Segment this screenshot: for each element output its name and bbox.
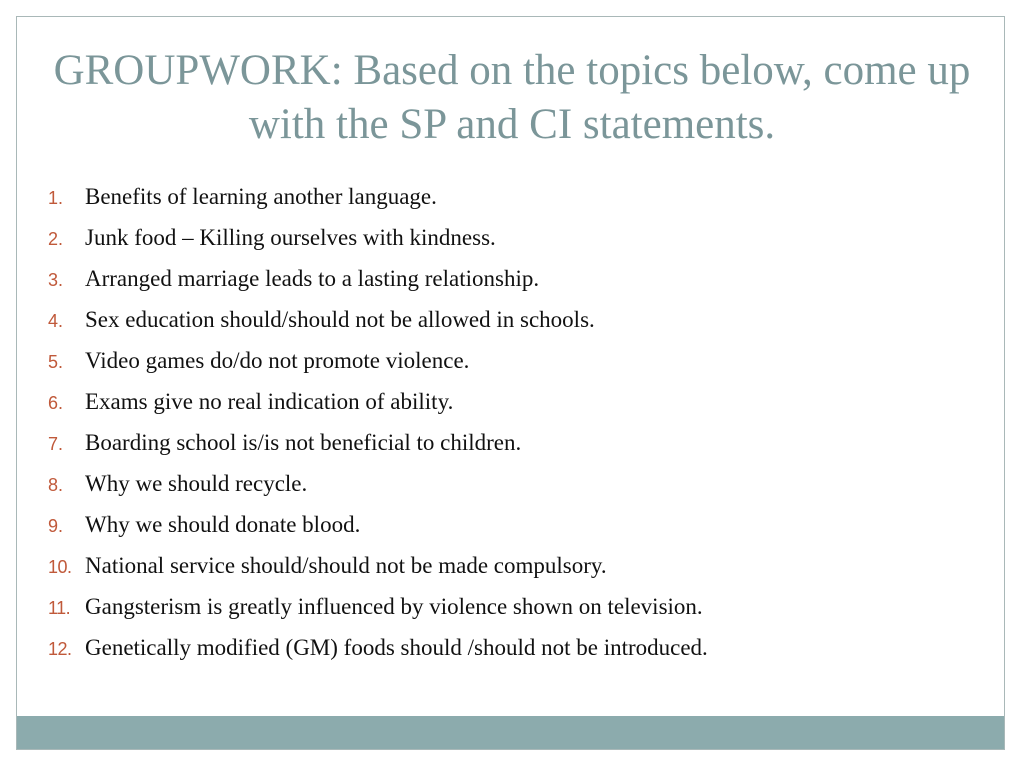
list-item: [48, 184, 988, 225]
list-item: [48, 389, 988, 430]
item-number: 1.: [48, 188, 64, 208]
item-text: Junk food – Killing ourselves with kindness.: [85, 225, 496, 250]
item-text: Why we should donate blood.: [85, 512, 361, 537]
item-text: Video games do/do not promote violence.: [85, 348, 470, 373]
footer-bar: [17, 716, 1004, 749]
list-item: [48, 225, 988, 266]
list-item: [48, 266, 988, 307]
list-item: [48, 430, 988, 471]
item-number: 9.: [48, 516, 64, 536]
item-number: 12.: [48, 639, 72, 659]
item-number: 6.: [48, 393, 64, 413]
item-text: Boarding school is/is not beneficial to children.: [85, 430, 522, 455]
item-text: Exams give no real indication of ability.: [85, 389, 454, 414]
item-text: Genetically modified (GM) foods should /should not be introduced.: [85, 635, 708, 660]
item-number: 3.: [48, 270, 64, 290]
item-text: Gangsterism is greatly influenced by violence shown on television.: [85, 594, 703, 619]
item-number: 4.: [48, 311, 64, 331]
item-number: 8.: [48, 475, 64, 495]
list-item: [48, 348, 988, 389]
list-item: [48, 307, 988, 348]
list-item: [48, 512, 988, 553]
topic-list: [48, 184, 988, 676]
item-text: Sex education should/should not be allowed in schools.: [85, 307, 595, 332]
item-number: 5.: [48, 352, 64, 372]
item-number: 7.: [48, 434, 64, 454]
item-number: 10.: [48, 557, 72, 577]
item-number: 2.: [48, 229, 64, 249]
item-text: Arranged marriage leads to a lasting relationship.: [85, 266, 540, 291]
list-item: [48, 594, 988, 635]
item-number: 11.: [48, 598, 71, 618]
list-item: [48, 553, 988, 594]
item-text: National service should/should not be made compulsory.: [85, 553, 607, 578]
list-item: [48, 471, 988, 512]
slide-title: GROUPWORK: Based on the topics below, come up with the SP and CI statements.: [53, 47, 971, 148]
list-item: [48, 635, 988, 676]
item-text: Benefits of learning another language.: [85, 184, 437, 209]
item-text: Why we should recycle.: [85, 471, 308, 496]
